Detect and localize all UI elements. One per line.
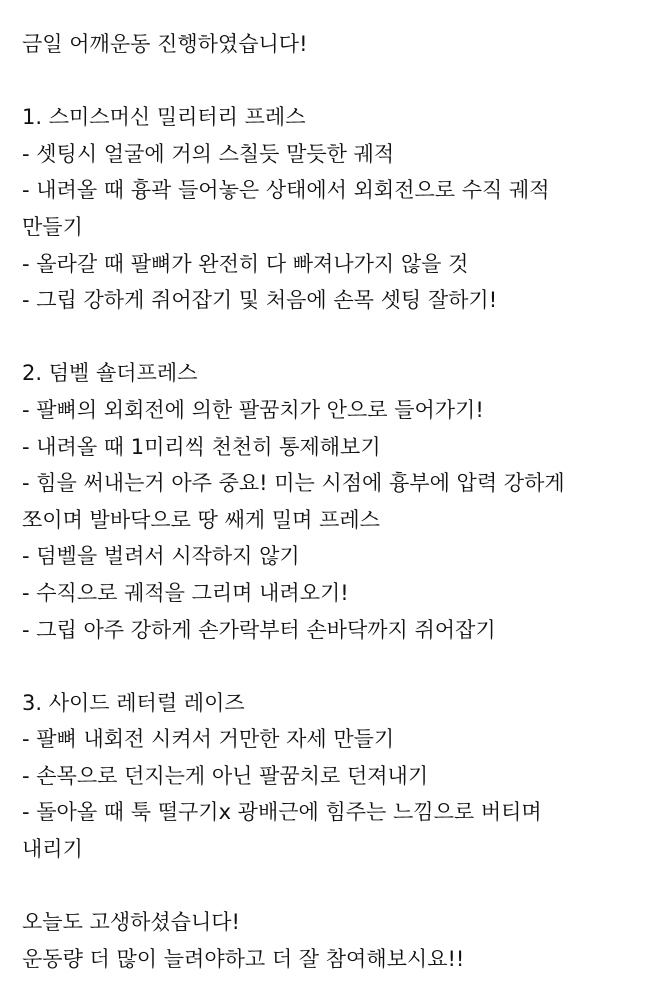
spacer — [22, 63, 632, 100]
section-2-line-4: 쪼이며 발바닥으로 땅 쌔게 밀며 프레스 — [22, 507, 380, 532]
spacer — [22, 868, 632, 905]
section-2-line-1: - 팔뼈의 외회전에 의한 팔꿈치가 안으로 들어가기! — [22, 397, 484, 422]
outro-line-1: 오늘도 고생하셨습니다! — [22, 910, 240, 935]
section-3-line-3: - 돌아올 때 툭 떨구기x 광배근에 힘주는 느낌으로 버티며 — [22, 800, 542, 825]
section-2-line-2: - 내려올 때 1미리씩 천천히 통제해보기 — [22, 434, 381, 459]
spacer — [22, 648, 632, 685]
section-2-title: 2. 덤벨 숄더프레스 — [22, 361, 198, 386]
section-1-line-5: - 그립 강하게 쥐어잡기 및 처음에 손목 셋팅 잘하기! — [22, 288, 498, 313]
section-2-line-7: - 그립 아주 강하게 손가락부터 손바닥까지 쥐어잡기 — [22, 617, 496, 642]
section-2-line-5: - 덤벨을 벌려서 시작하지 않기 — [22, 544, 300, 569]
spacer — [22, 319, 632, 356]
section-3-line-1: - 팔뼈 내회전 시켜서 거만한 자세 만들기 — [22, 727, 395, 752]
outro-line-2: 운동량 더 많이 늘려야하고 더 잘 참여해보시요!! — [22, 946, 465, 971]
section-1-line-1: - 셋팅시 얼굴에 거의 스칠듯 말듯한 궤적 — [22, 141, 395, 166]
workout-note — [22, 26, 632, 977]
section-2-line-6: - 수직으로 궤적을 그리며 내려오기! — [22, 580, 349, 605]
section-3-line-4: 내리기 — [22, 837, 83, 862]
section-1-line-3: 만들기 — [22, 214, 83, 239]
intro-line: 금일 어깨운동 진행하였습니다! — [22, 32, 308, 56]
section-1-title: 1. 스미스머신 밀리터리 프레스 — [22, 105, 306, 130]
section-1-line-4: - 올라갈 때 팔뼈가 완전히 다 빠져나가지 않을 것 — [22, 251, 469, 276]
section-3-title: 3. 사이드 레터럴 레이즈 — [22, 690, 245, 715]
section-1-line-2: - 내려올 때 흉곽 들어놓은 상태에서 외회전으로 수직 궤적 — [22, 178, 550, 203]
section-2-line-3: - 힘을 써내는거 아주 중요! 미는 시점에 흉부에 압력 강하게 — [22, 471, 565, 496]
section-3-line-2: - 손목으로 던지는게 아닌 팔꿈치로 던져내기 — [22, 763, 429, 788]
